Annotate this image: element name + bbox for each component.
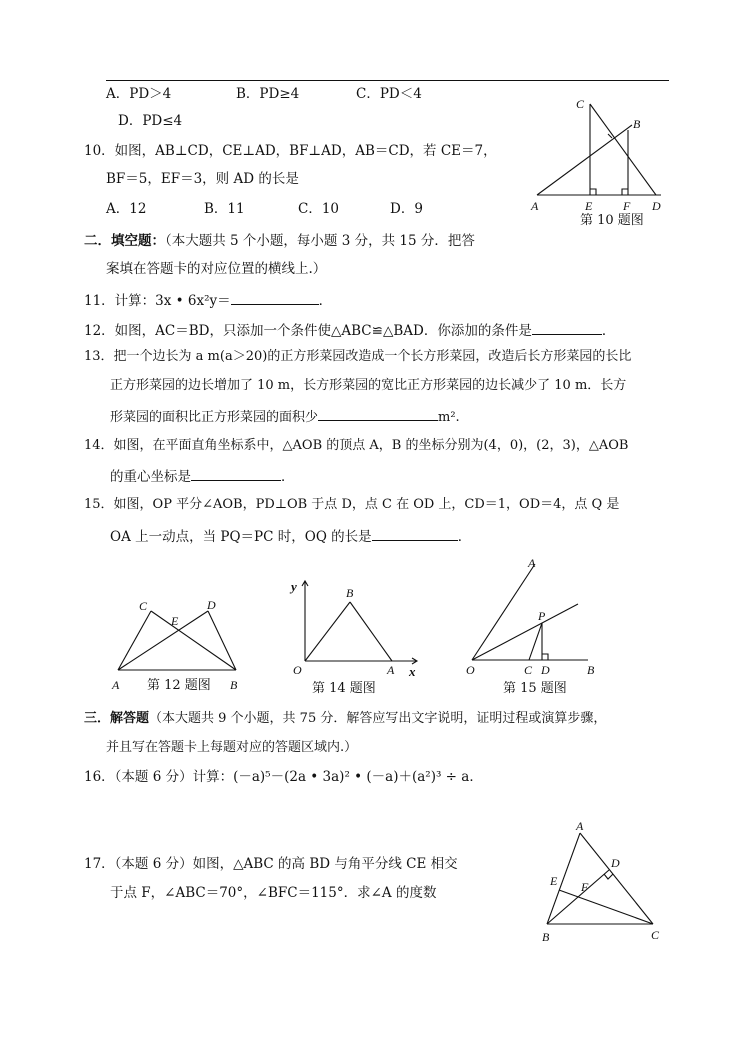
fig15-label-c: C xyxy=(524,663,533,677)
figure-q14 xyxy=(285,575,425,683)
q12-answer-blank[interactable] xyxy=(532,320,602,335)
fig17-label-b: B xyxy=(542,930,550,944)
fig17-label-f: F xyxy=(581,880,589,894)
q15-answer-blank[interactable] xyxy=(372,526,458,541)
fig15-label-d: D xyxy=(541,663,550,677)
q12 xyxy=(84,320,615,340)
q13-line3-text: 形菜园的面积比正方形菜园的面积少 xyxy=(110,410,319,425)
q9-option-c: C．PD＜4 xyxy=(356,86,422,102)
fig10-caption: 第 10 题图 xyxy=(580,213,644,228)
fig14-label-b: B xyxy=(346,586,354,600)
fig10-label-d: D xyxy=(652,199,661,213)
q16: 16．（本题 6 分）计算：(－a)⁵－(2a • 3a)² • (－a)＋(a²)³ ÷ a． xyxy=(84,769,483,785)
fig12-label-c: C xyxy=(139,599,148,613)
fig15-label-o: O xyxy=(466,663,475,677)
section3-desc1: （本大题共 9 个小题，共 75 分．解答应写出文字说明，证明过程或演算步骤， xyxy=(149,711,607,726)
fig14-label-y: y xyxy=(291,579,297,594)
fig17-label-e: E xyxy=(550,874,558,888)
q12-text: 12．如图，AC＝BD，只添加一个条件使△ABC≌△BAD．你添加的条件是 xyxy=(84,323,532,339)
q11-answer-blank[interactable] xyxy=(231,290,319,305)
q15-line1: 15．如图，OP 平分∠AOB，PD⊥OB 于点 D，点 C 在 OD 上，CD＝1，OD＝4，点 Q 是 xyxy=(84,497,620,512)
q9-option-a: A．PD＞4 xyxy=(106,86,172,102)
fig12-label-d: D xyxy=(207,598,216,612)
q12-end: ． xyxy=(601,323,616,339)
q17-line2: 于点 F，∠ABC＝70°，∠BFC＝115°．求∠A 的度数 xyxy=(110,885,437,901)
section2-desc2: 案填在答题卡的对应位置的横线上.） xyxy=(106,261,327,277)
q9-option-b: B．PD≥4 xyxy=(236,86,300,102)
section3-title: 三．解答题 xyxy=(84,711,150,726)
q15-end: ． xyxy=(457,529,472,545)
fig14-label-x: x xyxy=(409,664,416,679)
fig15-label-p: P xyxy=(538,609,546,623)
fig14-caption: 第 14 题图 xyxy=(312,681,376,696)
q11-end: ． xyxy=(318,293,333,309)
figure-q15 xyxy=(458,556,618,680)
q15-line2 xyxy=(110,526,471,546)
fig17-label-c: C xyxy=(651,928,660,942)
q10-line2: BF＝5，EF＝3，则 AD 的长是 xyxy=(106,171,299,187)
section3-header xyxy=(84,710,606,728)
fig15-label-a: A xyxy=(528,556,536,570)
fig12-label-a: A xyxy=(112,678,120,692)
top-rule xyxy=(106,80,669,81)
figure-q10 xyxy=(525,92,675,216)
section2-desc1: （本大题共 5 个小题，每小题 3 分，共 15 分．把答 xyxy=(165,233,475,249)
fig14-label-a: A xyxy=(387,663,395,677)
q10-line1: 10．如图，AB⊥CD，CE⊥AD，BF⊥AD，AB＝CD，若 CE＝7， xyxy=(84,143,497,159)
section3-desc2: 并且写在答题卡上每题对应的答题区域内.） xyxy=(106,740,358,755)
q9-option-d: D．PD≤4 xyxy=(118,113,183,129)
q14-answer-blank[interactable] xyxy=(191,466,281,481)
q13-unit: m². xyxy=(438,410,460,425)
fig12-caption: 第 12 题图 xyxy=(147,678,211,693)
q10-option-b: B．11 xyxy=(204,201,245,217)
fig10-label-c: C xyxy=(576,97,585,111)
q10-option-a: A．12 xyxy=(106,201,147,217)
q17-line1: 17．（本题 6 分）如图，△ABC 的高 BD 与角平分线 CE 相交 xyxy=(84,856,458,872)
fig14-label-o: O xyxy=(293,663,302,677)
fig17-label-d: D xyxy=(611,856,620,870)
fig10-label-a: A xyxy=(531,199,539,213)
fig10-label-b: B xyxy=(633,117,641,131)
fig12-label-e: E xyxy=(171,614,179,628)
q14-line2-text: 的重心坐标是 xyxy=(110,469,191,485)
q14-line2 xyxy=(110,466,295,486)
q13-answer-blank[interactable] xyxy=(318,406,438,421)
q14-line1: 14．如图，在平面直角坐标系中，△AOB 的顶点 A，B 的坐标分别为(4，0)，(2，3)，△AOB xyxy=(84,438,629,453)
fig17-label-a: A xyxy=(576,819,584,833)
q13-line2: 正方形菜园的边长增加了 10 m，长方形菜园的宽比正方形菜园的边长减少了 10 m．长方 xyxy=(110,378,627,393)
fig10-label-f: F xyxy=(623,199,631,213)
q14-end: ． xyxy=(281,469,295,485)
q10-option-d: D．9 xyxy=(390,201,423,217)
q15-line2-text: OA 上一动点，当 PQ＝PC 时，OQ 的长是 xyxy=(110,529,372,545)
q11 xyxy=(84,290,332,310)
q13-line3 xyxy=(110,406,460,427)
q10-option-c: C．10 xyxy=(298,201,340,217)
section2-title: 二．填空题： xyxy=(84,233,165,249)
q13-line1: 13．把一个边长为 a m(a＞20)的正方形菜园改造成一个长方形菜园，改造后长方形菜园的长比 xyxy=(84,349,632,364)
q11-text: 11．计算：3x • 6x²y＝ xyxy=(84,293,231,309)
figure-q17 xyxy=(533,817,673,947)
section2-header xyxy=(84,232,475,250)
fig15-label-b: B xyxy=(587,663,595,677)
fig15-caption: 第 15 题图 xyxy=(503,681,567,696)
fig10-label-e: E xyxy=(585,199,593,213)
fig12-label-b: B xyxy=(230,678,238,692)
